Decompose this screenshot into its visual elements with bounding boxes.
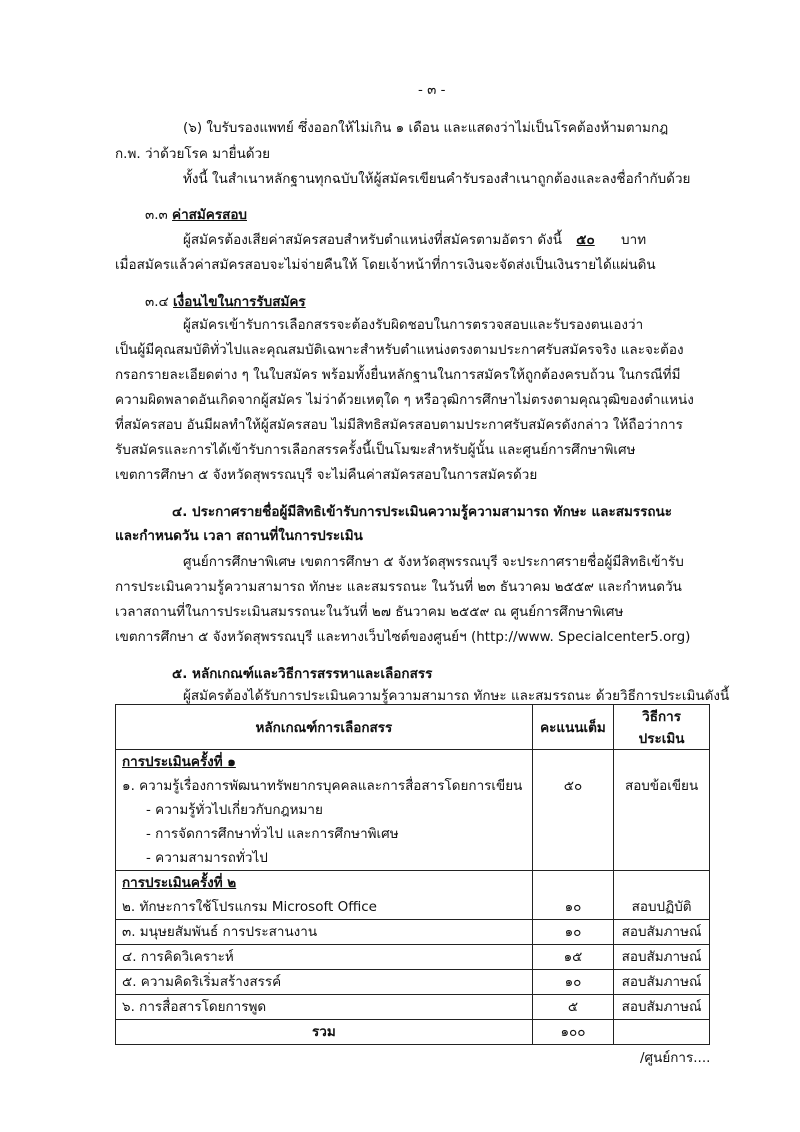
criteria-score: ๑๕ [563, 949, 583, 965]
col-header-criteria: หลักเกณฑ์การเลือกสรร [116, 705, 533, 750]
criteria-score: ๑๐ [564, 924, 582, 940]
criteria-table [115, 704, 710, 1045]
section-3-3-title: ค่าสมัครสอบ [172, 207, 247, 223]
conditions-line: เป็นผู้มีคุณสมบัติทั่วไปและคุณสมบัติเฉพาะสำหรับตำแหน่งตรงตามประกาศรับสมัครจริง และจะต้อง [115, 342, 684, 358]
round-1-method-cell [614, 750, 710, 871]
section-4-heading: ๔. ประกาศรายชื่อผู้มีสิทธิเข้ารับการประเมินความรู้ความสามารถ ทักษะ และสมรรถนะ [172, 504, 673, 520]
doc-certify-note: ทั้งนี้ ในสำเนาหลักฐานทุกฉบับให้ผู้สมัครเขียนคำรับรองสำเนาถูกต้องและลงชื่อกำกับด้วย [183, 171, 691, 187]
round-2-score-cell [532, 871, 613, 920]
round-1-score: ๕๐ [563, 778, 583, 794]
round-1-sub: - ความสามารถทั่วไป [146, 850, 268, 866]
conditions-line: ที่สมัครสอบ อันมีผลทำให้ผู้สมัครสอบ ไม่มีสิทธิสมัครสอบตามประกาศรับสมัครดังกล่าว ให้ถือว่าการ [115, 417, 683, 433]
section-3-4-number: ๓.๔ [145, 294, 169, 310]
round-1-item: ๑. ความรู้เรื่องการพัฒนาทรัพยากรบุคคลและการสื่อสารโดยการเขียน [122, 778, 523, 794]
table-row [116, 945, 710, 970]
round-2-method: สอบปฏิบัติ [631, 899, 692, 915]
round-1-method: สอบข้อเขียน [624, 778, 699, 794]
conditions-line: ผู้สมัครเข้ารับการเลือกสรรจะต้องรับผิดชอบในการตรวจสอบและรับรองตนเองว่า [183, 317, 644, 333]
section-5-intro: ผู้สมัครต้องได้รับการประเมินความรู้ความสามารถ ทักษะ และสมรรถนะ ด้วยวิธีการประเมินดังนี้ [183, 688, 730, 704]
col-header-score: คะแนนเต็ม [532, 705, 613, 750]
announcement-line: เขตการศึกษา ๕ จังหวัดสุพรรณบุรี และทางเว็บไซต์ของศูนย์ฯ (http://www. Specialcenter5.org) [115, 629, 691, 645]
next-page-reference: /ศูนย์การ.... [640, 1050, 711, 1066]
round-1-title: การประเมินครั้งที่ ๑ [122, 754, 236, 770]
section-3-3-heading [145, 203, 247, 225]
criteria-item: ๓. มนุษยสัมพันธ์ การประสานงาน [122, 924, 318, 940]
conditions-line: เขตการศึกษา ๕ จังหวัดสุพรรณบุรี จะไม่คืนค่าสมัครสอบในการสมัครด้วย [115, 467, 538, 483]
round-1-sub: - ความรู้ทั่วไปเกี่ยวกับกฎหมาย [146, 802, 323, 818]
announcement-line: ศูนย์การศึกษาพิเศษ เขตการศึกษา ๕ จังหวัดสุพรรณบุรี จะประกาศรายชื่อผู้มีสิทธิเข้ารับ [183, 554, 684, 570]
fee-unit: บาท [621, 232, 647, 248]
announcement-line: การประเมินความรู้ความสามารถ ทักษะ และสมรรถนะ ในวันที่ ๒๓ ธันวาคม ๒๕๕๙ และกำหนดวัน [115, 579, 682, 595]
criteria-item: ๕. ความคิดริเริ่มสร้างสรรค์ [122, 974, 282, 990]
table-row [116, 920, 710, 945]
col-header-method: วิธีการประเมิน [614, 705, 710, 750]
table-row [116, 750, 710, 871]
fee-line [183, 228, 646, 250]
round-2-item: ๒. ทักษะการใช้โปรแกรม Microsoft Office [122, 899, 377, 915]
conditions-line: ความผิดพลาดอันเกิดจากผู้สมัคร ไม่ว่าด้วยเหตุใด ๆ หรือวุฒิการศึกษาไม่ตรงตามคุณวุฒิของตำแหน่ง [115, 392, 694, 408]
table-row [116, 995, 710, 1020]
round-2-title: การประเมินครั้งที่ ๒ [122, 875, 237, 891]
section-3-4-title: เงื่อนไขในการรับสมัคร [173, 294, 306, 310]
round-2-score: ๑๐ [564, 899, 582, 915]
section-4-heading-cont: และกำหนดวัน เวลา สถานที่ในการประเมิน [115, 528, 363, 544]
round-1-cell [116, 750, 533, 871]
conditions-line: กรอกรายละเอียดต่าง ๆ ในใบสมัคร พร้อมทั้งยื่นหลักฐานในการสมัครให้ถูกต้องครบถ้วน ในกรณีที่มี [115, 367, 681, 383]
criteria-item: ๔. การคิดวิเคราะห์ [122, 949, 234, 965]
total-score: ๑๐๐ [560, 1024, 586, 1040]
announcement-line: เวลาสถานที่ในการประเมินสมรรถนะในวันที่ ๒๗ ธันวาคม ๒๕๕๙ ณ ศูนย์การศึกษาพิเศษ [115, 604, 624, 620]
doc-item-6-line2: ก.พ. ว่าด้วยโรค มายื่นด้วย [115, 146, 271, 162]
table-total-row [116, 1020, 710, 1045]
section-5-heading: ๕. หลักเกณฑ์และวิธีการสรรหาและเลือกสรร [172, 666, 433, 682]
criteria-method: สอบสัมภาษณ์ [621, 974, 702, 990]
round-2-method-cell [614, 871, 710, 920]
criteria-item: ๖. การสื่อสารโดยการพูด [122, 999, 267, 1015]
section-3-4-heading [145, 290, 306, 312]
criteria-score: ๑๐ [564, 974, 582, 990]
round-2-cell [116, 871, 533, 920]
conditions-line: รับสมัครและการได้เข้ารับการเลือกสรรครั้งนี้เป็นโมฆะสำหรับผู้นั้น และศูนย์การศึกษาพิเศษ [115, 442, 636, 458]
fee-refund-note: เมื่อสมัครแล้วค่าสมัครสอบจะไม่จ่ายคืนให้ โดยเจ้าหน้าที่การเงินจะจัดส่งเป็นเงินรายได้แผ่นดิน [115, 257, 656, 273]
criteria-score: ๕ [567, 999, 579, 1015]
table-row [116, 871, 710, 920]
fee-amount: ๕๐ [576, 232, 595, 248]
section-3-3-number: ๓.๓ [145, 207, 168, 223]
table-row [116, 970, 710, 995]
table-header-row [116, 705, 710, 750]
doc-item-6-line1: (๖) ใบรับรองแพทย์ ซึ่งออกให้ไม่เกิน ๑ เดือน และแสดงว่าไม่เป็นโรคต้องห้ามตามกฎ [183, 120, 669, 136]
fee-text: ผู้สมัครต้องเสียค่าสมัครสอบสำหรับตำแหน่งที่สมัครตามอัตรา ดังนี้ [183, 232, 562, 248]
round-1-score-cell [532, 750, 613, 871]
total-label: รวม [312, 1024, 336, 1040]
criteria-method: สอบสัมภาษณ์ [621, 999, 702, 1015]
criteria-method: สอบสัมภาษณ์ [621, 949, 702, 965]
criteria-method: สอบสัมภาษณ์ [621, 924, 702, 940]
round-1-sub: - การจัดการศึกษาทั่วไป และการศึกษาพิเศษ [146, 826, 399, 842]
page-number: - ๓ - [418, 82, 446, 98]
